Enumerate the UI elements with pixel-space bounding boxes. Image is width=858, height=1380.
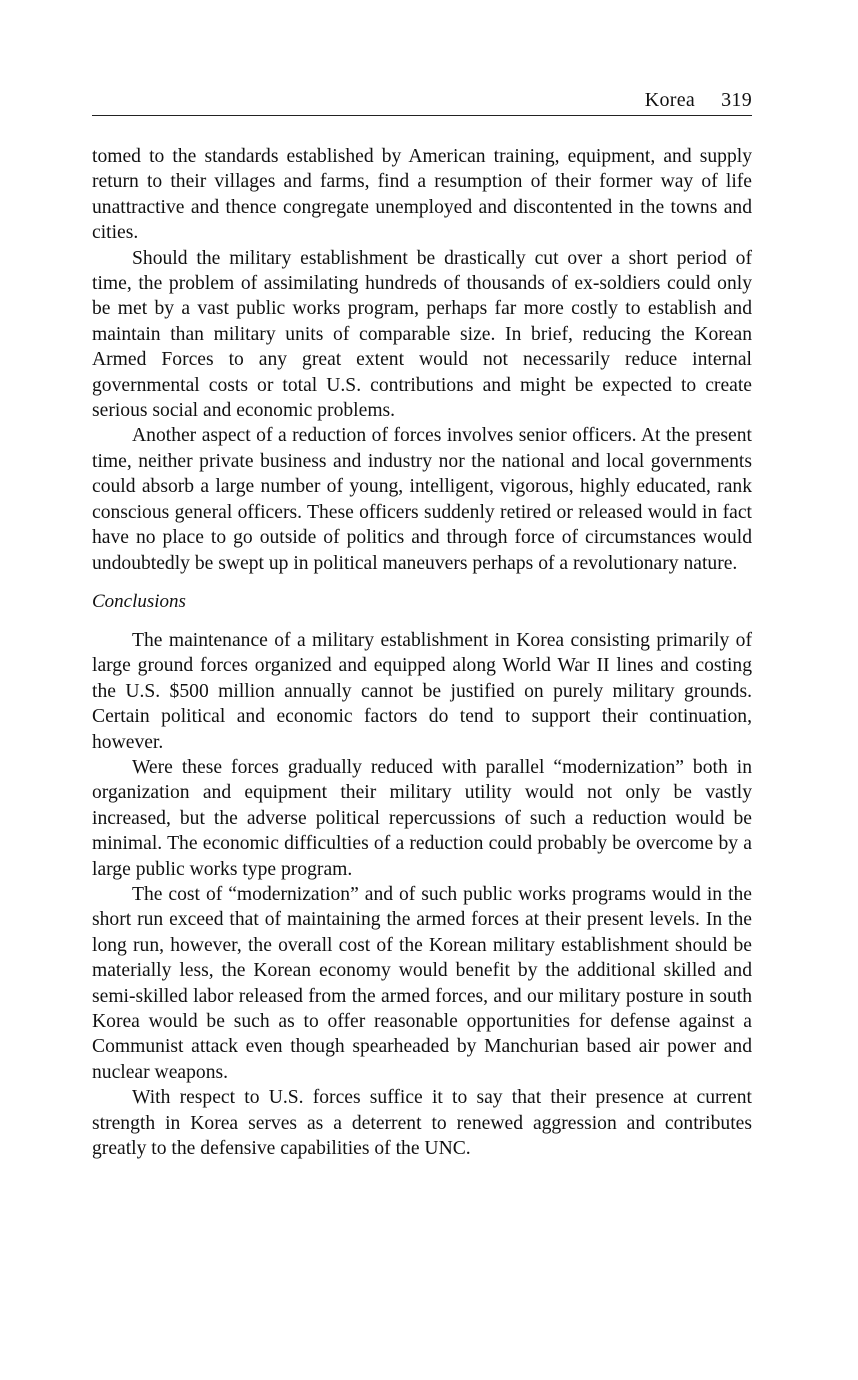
paragraph-2: Should the military establishment be drastically cut over a short period of time, the problem of assimilating hundreds of thousands of ex-soldiers could only be met by a vast public works program, perhaps far more costly to establish and maintain than military units of comparable size. In brief, reducing the Korean Armed Forces to any great extent would not necessarily reduce internal governmental costs or total U.S. contributions and might be expected to create serious social and economic problems. [92,247,752,422]
page-number: 319 [721,89,752,111]
paragraph-1: tomed to the standards established by American training, equipment, and supply return to their villages and farms, find a resumption of their former way of life unattractive and thence congregate unemployed and discontented in the towns and cities. [92,146,752,244]
section-heading-conclusions: Conclusions [92,590,186,612]
running-header [92,88,752,116]
paragraph-5: Were these forces gradually reduced with parallel “modernization” both in organization and equipment their military utility would not only be vastly increased, but the adverse political repercussions of such a reduction would be minimal. The economic difficulties of a reduction could probably be overcome by a large public works type program. [92,756,752,880]
paragraph-3: Another aspect of a reduction of forces involves senior officers. At the present time, neither private business and industry nor the national and local governments could absorb a large number of young, intelligent, vigorous, highly educated, rank conscious general officers. These officers suddenly retired or released would in fact have no place to go outside of politics and through force of circumstances would undoubtedly be swept up in political maneuvers perhaps of a revolutionary nature. [92,425,752,574]
body-text [92,144,752,1161]
paragraph-4: The maintenance of a military establishment in Korea consisting primarily of large ground forces organized and equipped along World War II lines and costing the U.S. $500 million annually cannot be justified on purely military grounds. Certain political and economic factors do tend to support their continuation, however. [92,629,752,753]
paragraph-7: With respect to U.S. forces suffice it to say that their presence at current strength in Korea serves as a deterrent to renewed aggression and contributes greatly to the defensive capabilities of the UNC. [92,1087,752,1160]
document-page [92,88,752,1161]
running-title: Korea [644,89,696,111]
paragraph-6: The cost of “modernization” and of such public works programs would in the short run exceed that of maintaining the armed forces at their present levels. In the long run, however, the overall cost of the Korean military establishment should be materially less, the Korean economy would benefit by the additional skilled and semi-skilled labor released from the armed forces, and our military posture in south Korea would be such as to offer reasonable opportunities for defense against a Communist attack even though spearheaded by Manchurian based air power and nuclear weapons. [92,883,752,1083]
